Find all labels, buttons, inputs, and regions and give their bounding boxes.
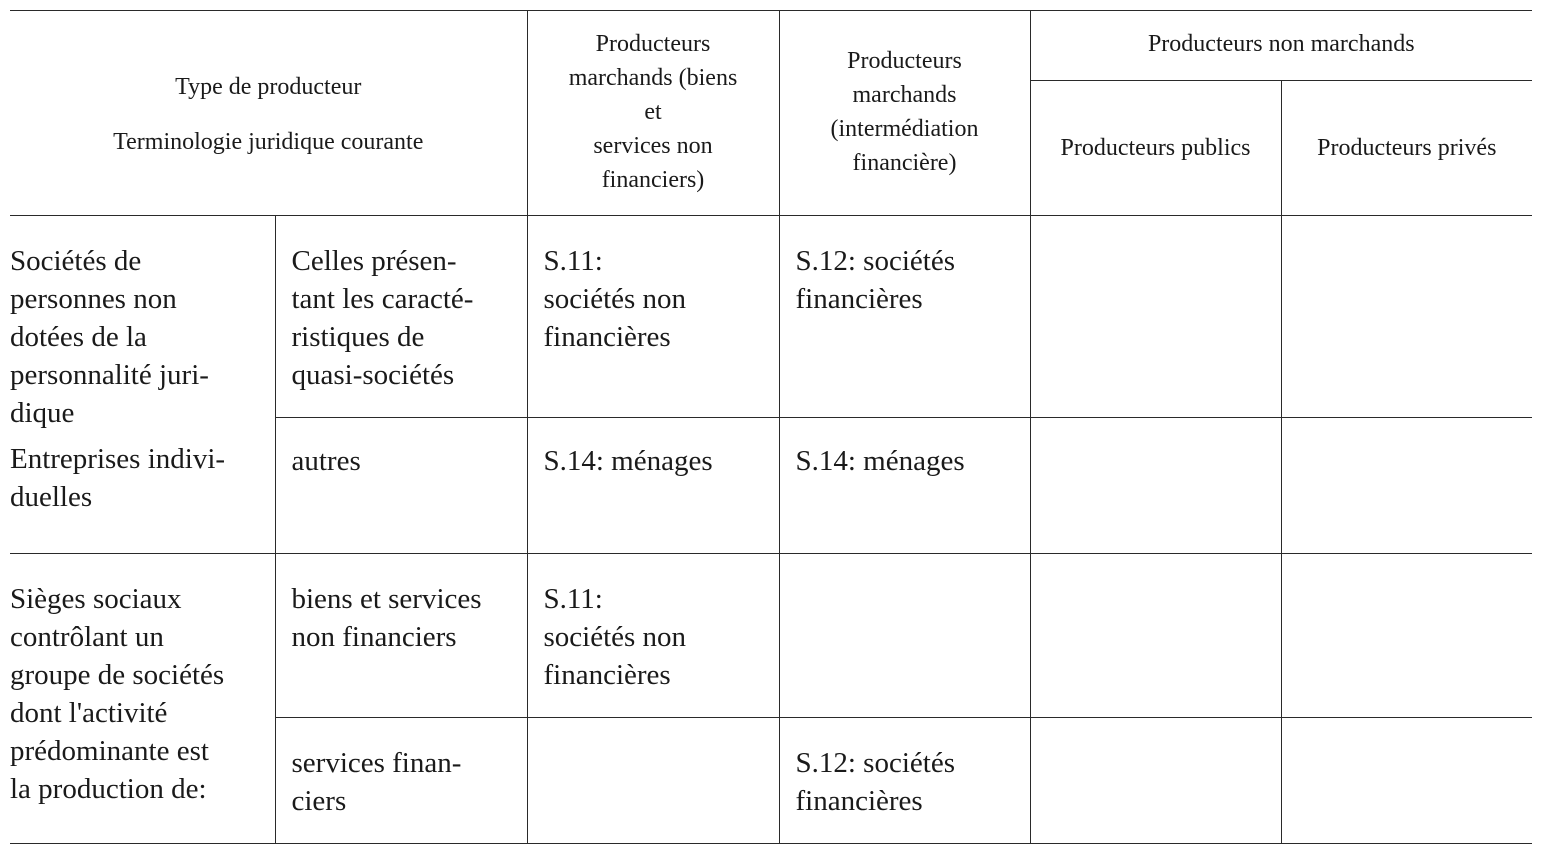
- r2-prives: [1281, 418, 1532, 554]
- header-line: services non: [593, 133, 713, 159]
- header-marchands-financiers: [779, 11, 1030, 216]
- text-line: non financiers: [291, 621, 457, 653]
- r4-prives: [1281, 718, 1532, 844]
- text-line: sociétés non: [543, 621, 687, 653]
- header-line: et: [644, 99, 662, 125]
- header-line: marchands (biens: [568, 65, 738, 91]
- text-line: personnalité juri-: [10, 359, 209, 391]
- text-line: groupe de sociétés: [10, 659, 225, 691]
- header-terminologie-label: Terminologie juridique courante: [113, 129, 424, 155]
- text-line: la production de:: [10, 773, 207, 805]
- header-publics: Producteurs publics: [1030, 81, 1281, 216]
- group-societes-personnes: [10, 216, 275, 554]
- text-line: financières: [795, 785, 923, 817]
- text-line: Celles présen-: [291, 245, 457, 277]
- group-sieges-sociaux: [10, 554, 275, 844]
- text-line: Sièges sociaux: [10, 583, 182, 615]
- r4-marchands-non-fin: [527, 718, 779, 844]
- header-line: Producteurs: [595, 31, 711, 57]
- header-type-producteur: [10, 11, 527, 216]
- header-line: financière): [852, 150, 957, 176]
- text-line: financières: [543, 321, 671, 353]
- r1-prives: [1281, 216, 1532, 418]
- text-line: Sociétés de: [10, 245, 142, 277]
- r1-marchands-non-fin: [527, 216, 779, 418]
- text-line: biens et services: [291, 583, 482, 615]
- header-line: marchands: [852, 82, 957, 108]
- header-marchands-non-financiers: [527, 11, 779, 216]
- header-non-marchands: Producteurs non marchands: [1030, 11, 1532, 81]
- r3-publics: [1030, 554, 1281, 718]
- header-line: financiers): [601, 167, 705, 193]
- header-type-label: Type de producteur: [175, 74, 362, 100]
- sector-classification-table: [10, 10, 1532, 844]
- text-line: financières: [795, 283, 923, 315]
- group1-label-a: [10, 242, 267, 432]
- text-line: ristiques de: [291, 321, 425, 353]
- text-line: contrôlant un: [10, 621, 164, 653]
- header-line: (intermédiation: [830, 116, 979, 142]
- r4-publics: [1030, 718, 1281, 844]
- r1-publics: [1030, 216, 1281, 418]
- text-line: ciers: [291, 785, 347, 817]
- r1-marchands-fin: [779, 216, 1030, 418]
- r2-marchands-non-fin: S.14: ménages: [527, 418, 779, 554]
- header-line: Producteurs: [847, 48, 962, 74]
- header-prives: Producteurs privés: [1281, 81, 1532, 216]
- r1-subtype: [275, 216, 527, 418]
- text-line: personnes non: [10, 283, 177, 315]
- text-line: prédominante est: [10, 735, 209, 767]
- r4-subtype: [275, 718, 527, 844]
- r3-marchands-non-fin: [527, 554, 779, 718]
- text-line: Entreprises indivi-: [10, 443, 226, 475]
- text-line: dique: [10, 397, 75, 429]
- r2-subtype: autres: [275, 418, 527, 554]
- text-line: dont l'activité: [10, 697, 168, 729]
- group1-label-b: [10, 440, 267, 516]
- r3-marchands-fin: [779, 554, 1030, 718]
- text-line: S.12: sociétés: [795, 747, 955, 779]
- text-line: quasi-sociétés: [291, 359, 455, 391]
- r3-subtype: [275, 554, 527, 718]
- text-line: duelles: [10, 481, 93, 513]
- r2-publics: [1030, 418, 1281, 554]
- r3-prives: [1281, 554, 1532, 718]
- text-line: dotées de la: [10, 321, 147, 353]
- r2-marchands-fin: S.14: ménages: [779, 418, 1030, 554]
- r4-marchands-fin: [779, 718, 1030, 844]
- text-line: S.11:: [543, 583, 603, 615]
- text-line: services finan-: [291, 747, 462, 779]
- text-line: S.12: sociétés: [795, 245, 955, 277]
- text-line: sociétés non: [543, 283, 687, 315]
- text-line: financières: [543, 659, 671, 691]
- text-line: tant les caracté-: [291, 283, 474, 315]
- text-line: S.11:: [543, 245, 603, 277]
